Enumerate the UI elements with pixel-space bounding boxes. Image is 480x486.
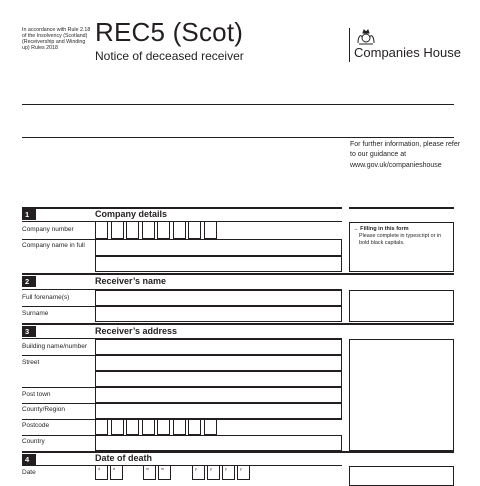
character-cell[interactable] (204, 419, 217, 435)
field-label: Company name in full (22, 242, 85, 249)
county-input[interactable] (95, 403, 342, 419)
character-cell[interactable] (126, 419, 139, 435)
guidance-title: → Filling in this form (353, 226, 409, 232)
date-placeholder: y (195, 467, 197, 471)
date-placeholder: y (210, 467, 212, 471)
field-label: Date (22, 469, 36, 476)
character-cell[interactable] (111, 419, 124, 435)
date-digit-cell[interactable] (95, 466, 108, 480)
forename-input[interactable] (95, 290, 342, 306)
guidance-box (349, 339, 454, 451)
date-placeholder: y (240, 467, 242, 471)
date-digit-cell[interactable] (110, 466, 123, 480)
character-cell[interactable] (95, 222, 108, 239)
character-cell[interactable] (95, 419, 108, 435)
date-digit-cell[interactable] (143, 466, 156, 480)
section-rule (349, 207, 454, 209)
further-information-text: For further information, please refer to our guidance at www.gov.uk/companieshouse (350, 141, 461, 169)
character-cell[interactable] (188, 419, 201, 435)
row-divider (22, 465, 342, 466)
date-digit-cell[interactable] (237, 466, 250, 480)
date-placeholder: m (161, 467, 164, 471)
section-rule (22, 451, 454, 453)
royal-crest-icon (355, 28, 377, 46)
field-label: Building name/number (22, 343, 88, 350)
surname-input[interactable] (95, 306, 342, 322)
character-cell[interactable] (126, 222, 139, 239)
form-code: REC5 (Scot) (95, 17, 244, 47)
header-divider (349, 28, 350, 62)
character-cell[interactable] (157, 419, 170, 435)
section-number: 1 (22, 209, 36, 220)
section-rule (22, 207, 342, 209)
section-number: 3 (22, 326, 36, 337)
street-line2-input[interactable] (95, 371, 342, 387)
section-number: 2 (22, 276, 36, 287)
guidance-text: Please complete in typescript or in bold black capitals. (359, 233, 442, 246)
section-title: Date of death (95, 453, 153, 463)
building-input[interactable] (95, 339, 342, 355)
date-digit-cell[interactable] (207, 466, 220, 480)
character-cell[interactable] (204, 222, 217, 239)
header-rule (22, 137, 454, 138)
date-placeholder: d (98, 467, 100, 471)
date-placeholder: d (113, 467, 115, 471)
guidance-box (349, 290, 454, 322)
field-label: Postcode (22, 422, 50, 429)
section-title: Receiver’s address (95, 326, 178, 336)
character-cell[interactable] (111, 222, 124, 239)
header-rule (22, 104, 454, 105)
character-cell[interactable] (142, 222, 155, 239)
date-placeholder: m (146, 467, 149, 471)
section-rule (22, 323, 454, 325)
company-name-line1-input[interactable] (95, 239, 342, 256)
post-town-input[interactable] (95, 387, 342, 403)
section-number: 4 (22, 454, 36, 465)
character-cell[interactable] (173, 419, 186, 435)
field-label: Surname (22, 310, 49, 317)
date-placeholder: y (225, 467, 227, 471)
field-label: County/Region (22, 406, 65, 413)
country-input[interactable] (95, 435, 342, 451)
date-digit-cell[interactable] (222, 466, 235, 480)
date-digit-cell[interactable] (158, 466, 171, 480)
guidance-box (349, 466, 454, 486)
section-title: Receiver’s name (95, 276, 167, 286)
rule-reference-note: In accordance with Rule 2.18 of the Insolvency (Scotland) (Receivership and Winding up) Rules 2018 (22, 27, 91, 52)
organisation-name: Companies House (354, 45, 461, 60)
guidance-box (349, 222, 454, 272)
date-digit-cell[interactable] (192, 466, 205, 480)
field-label: Post town (22, 391, 51, 398)
character-cell[interactable] (188, 222, 201, 239)
field-label: Street (22, 359, 40, 366)
character-cell[interactable] (142, 419, 155, 435)
street-line1-input[interactable] (95, 355, 342, 371)
section-title: Company details (95, 209, 168, 219)
form-title: Notice of deceased receiver (95, 49, 244, 63)
field-label: Full forename(s) (22, 294, 70, 301)
company-name-line2-input[interactable] (95, 256, 342, 272)
field-label: Country (22, 438, 45, 445)
section-rule (22, 273, 454, 275)
field-label: Company number (22, 226, 74, 233)
character-cell[interactable] (157, 222, 170, 239)
character-cell[interactable] (173, 222, 186, 239)
